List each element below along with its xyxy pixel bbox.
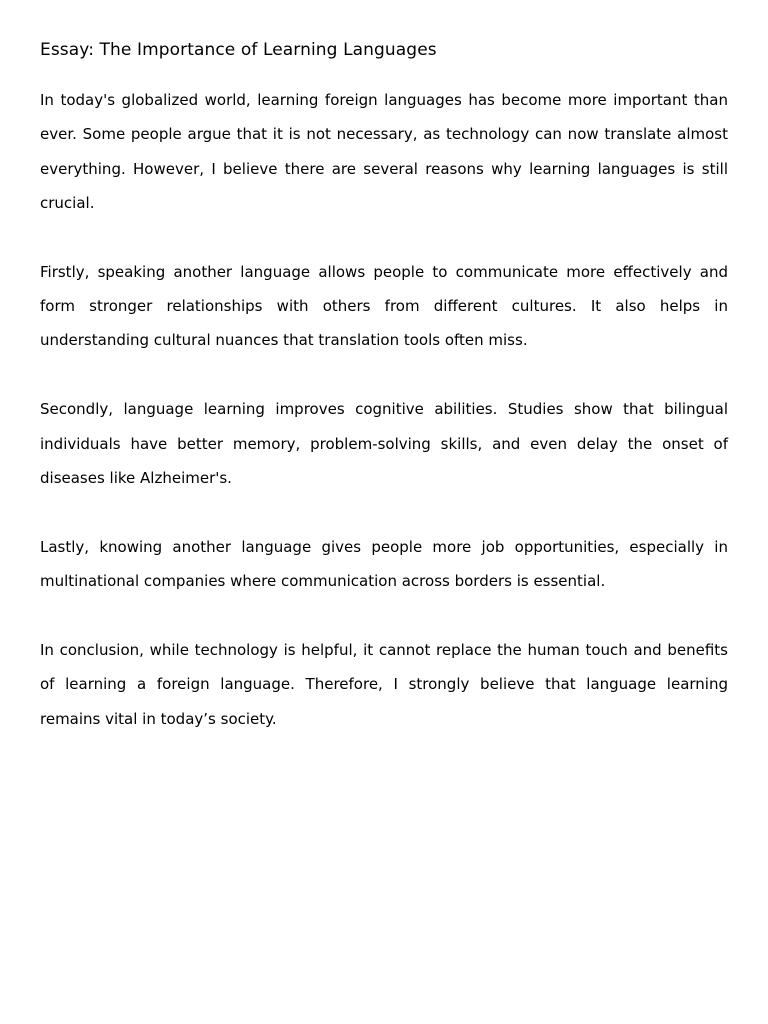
paragraph-introduction: In today's globalized world, learning foreign languages has become more important than ever. Some people argue that it is not necessary, as technology can now translate almost everything. However, I believe there are several reasons why learning languages is still crucial.	[40, 91, 728, 212]
essay-title: Essay: The Importance of Learning Languages	[40, 40, 437, 60]
essay-page	[40, 38, 728, 770]
paragraph-firstly: Firstly, speaking another language allows people to communicate more effectively and form stronger relationships with others from different cultures. It also helps in understanding cultural nuances that translation tools often miss.	[40, 262, 728, 350]
paragraph-secondly: Secondly, language learning improves cognitive abilities. Studies show that bilingual individuals have better memory, problem-solving skills, and even delay the onset of diseases like Alzheimer's.	[40, 400, 728, 487]
paragraph-lastly: Lastly, knowing another language gives people more job opportunities, especially in multinational companies where communication across borders is essential.	[40, 537, 728, 591]
paragraph-conclusion: In conclusion, while technology is helpful, it cannot replace the human touch and benefits of learning a foreign language. Therefore, I strongly believe that language learning remains vital in today’s society.	[40, 640, 728, 728]
